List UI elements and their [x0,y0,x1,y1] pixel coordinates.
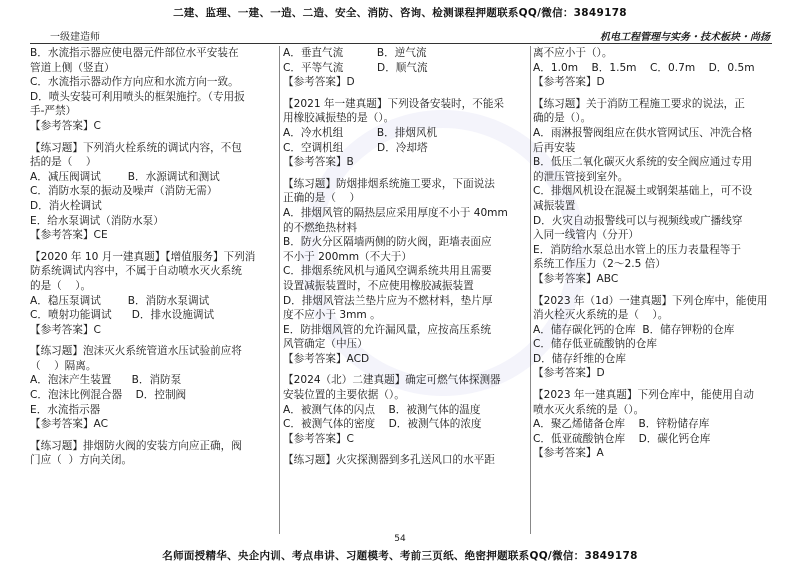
text-line: 正确的是（ ） [283,192,361,205]
answer-line: 【参考答案】ABC [533,272,619,285]
text-line: C．排烟风机设在混凝土或钢架基础上，可不设 [533,185,753,198]
text-line: C．空调机组 D．冷却塔 [283,141,428,154]
text-line: （ ）隔离。 [30,359,97,372]
text-line: A．减压阀调试 B．水源调试和测试 [30,170,220,183]
text-column-3 [533,46,773,534]
column-divider [279,46,280,534]
text-line: D．喷头安装可利用喷头的框架施拧。（专用扳 [30,90,245,103]
answer-line: 【参考答案】C [283,432,354,445]
running-header [30,27,772,44]
text-line: C．储存低亚硫酸钠的仓库 [533,338,657,351]
answer-line: 【参考答案】D [283,76,355,89]
text-line: E．防排烟风管的允许漏风量，应按高压系统 [283,323,491,336]
text-line: D．排烟风管法兰垫片应为不燃材料，垫片厚 [283,294,493,307]
spacer [533,90,773,97]
text-line: A．1.0m B．1.5m C．0.7m D．0.5m [533,61,755,74]
text-line: 离不应小于（）。 [533,47,613,59]
text-line: E．给水泵调试（消防水泵） [30,214,164,227]
text-line: 的不燃绝热材料 [283,221,358,234]
spacer [283,90,529,97]
text-line: C．低亚硫酸钠仓库 D．碳化钙仓库 [533,432,711,445]
text-line: 的泄压管接到室外。 [533,170,629,183]
text-line: 设置减振装置时，不应使用橡胶减振装置 [283,279,474,292]
text-line: D．消火栓调试 [30,199,102,212]
answer-line: 【参考答案】C [30,323,101,336]
text-line: 【练习题】下列消火栓系统的调试内容，不包 [30,141,242,154]
text-line: C．水流指示器动作方向应和水流方向一致。 [30,76,239,89]
spacer [283,170,529,177]
answer-line: 【参考答案】C [30,119,101,132]
text-line: 度不应小于 3mm 。 [283,309,381,322]
text-line: 【练习题】防烟排烟系统施工要求，下面说法 [283,177,495,190]
text-column-1 [30,46,276,534]
text-line: 【2021 年一建真题】下列设备安装时，不能采 [283,97,505,110]
text-line: E．消防给水泵总出水管上的压力表量程等于 [533,243,741,256]
text-line: A．稳压泵调试 B．消防水泵调试 [30,294,210,307]
text-line: 【练习题】排烟防火阀的安装方向应正确，阀 [30,439,242,452]
text-line: C．被测气体的密度 D．被测气体的浓度 [283,418,482,431]
bottom-banner: 名师面授精华、央企内训、考点串讲、习题模考、考前三页纸、绝密押题联系QQ/微信：3849178 [162,550,638,562]
text-line: D．储存纤维的仓库 [533,352,626,365]
text-line: A．雨淋报警阀组应在供水管网试压、冲洗合格 [533,126,753,139]
spacer [30,243,276,250]
text-line: A．冷水机组 B．排烟风机 [283,126,438,139]
text-line: 的是（ ）。 [30,279,92,292]
text-line: 【2020 年 10 月一建真题】【增值服务】下列消 [30,250,256,263]
text-line: 防系统调试内容中，不属于自动喷水灭火系统 [30,265,242,278]
text-line: 【2023 年一建真题】下列仓库中，能使用自动 [533,389,755,402]
text-line: B．防火分区隔墙两侧的防火阀，距墙表面应 [283,236,492,249]
text-line: C．平等气流 D．顺气流 [283,61,428,74]
answer-line: 【参考答案】D [533,367,605,380]
text-line: A．储存碳化钙的仓库 B．储存钾粉的仓库 [533,323,735,336]
spacer [283,366,529,373]
header-right: 机电工程管理与实务・技术板块・尚扬 [600,32,770,43]
answer-line: 【参考答案】CE [30,229,108,242]
text-line: 管道上侧（竖直） [30,61,115,74]
text-line: D．火灾自动报警线可以与视频线或广播线穿 [533,214,743,227]
text-line: C．排烟系统风机与通风空调系统共用且需要 [283,265,492,278]
text-line: C．泡沫比例混合器 D．控制阀 [30,389,187,402]
top-banner: 二建、监理、一建、一造、二造、安全、消防、咨询、检测课程押题联系QQ/微信：3849178 [173,7,627,19]
text-line: 后再安装 [533,141,576,154]
spacer [30,432,276,439]
answer-line: 【参考答案】AC [30,418,109,431]
answer-line: 【参考答案】B [283,156,354,169]
spacer [283,446,529,453]
text-line: 风管确定（中压） [283,338,368,351]
answer-line: 【参考答案】ACD [283,352,370,365]
text-line: 门应（ ）方向关闭。 [30,454,133,467]
text-line: 确的是（）。 [533,112,592,125]
text-line: B．低压二氧化碳灭火系统的安全阀应通过专用 [533,156,753,169]
text-line: A．被测气体的闪点 B．被测气体的温度 [283,403,481,416]
spacer [30,337,276,344]
text-line: 用橡胶减振垫的是（）。 [283,112,395,125]
text-line: 不小于 200mm（不大于） [283,250,412,263]
answer-line: 【参考答案】D [533,76,605,89]
text-line: 入同一线管内（分开） [533,229,639,242]
page-number: 54 [394,534,406,544]
text-line: 括的是（ ） [30,156,97,169]
spacer [533,287,773,294]
text-line: 【2023 年（1d）一建真题】下列仓库中，能使用 [533,294,768,307]
answer-line: 【参考答案】A [533,447,604,460]
text-line: A．聚乙烯储备仓库 B．锌粉储存库 [533,418,710,431]
text-line: 喷水灭火系统的是（）。 [533,403,645,416]
spacer [30,134,276,141]
text-line: A．垂直气流 B．逆气流 [283,47,427,59]
text-line: A．泡沫产生装置 B．消防泵 [30,374,182,387]
text-line: E．水流指示器 [30,403,101,416]
text-line: 【2024（北）二建真题】确定可燃气体探测器 [283,374,501,387]
text-line: 手-严禁） [30,105,77,118]
text-line: 【练习题】关于消防工程施工要求的说法，正 [533,97,745,110]
text-line: A．排烟风管的隔热层应采用厚度不小于 40mm [283,206,508,219]
text-line: 【练习题】火灾探测器到多孔送风口的水平距 [283,454,495,467]
text-line: B．水流指示器应使电器元件部位水平安装在 [30,47,239,59]
text-line: C．消防水泵的振动及噪声（消防无需） [30,185,218,198]
text-line: 【练习题】泡沫灭火系统管道水压试验前应将 [30,345,242,358]
text-line: 消火栓灭火系统的是（ ）。 [533,309,669,322]
text-line: C．喷射功能调试 D．排水设施调试 [30,309,215,322]
column-divider [530,46,531,534]
header-left: 一级建造师 [50,32,100,43]
text-line: 系统工作压力（2～2.5 倍） [533,258,666,271]
spacer [533,381,773,388]
text-column-2 [283,46,529,534]
text-line: 安装位置的主要依据（）。 [283,389,405,402]
text-line: 减振装置 [533,199,576,212]
